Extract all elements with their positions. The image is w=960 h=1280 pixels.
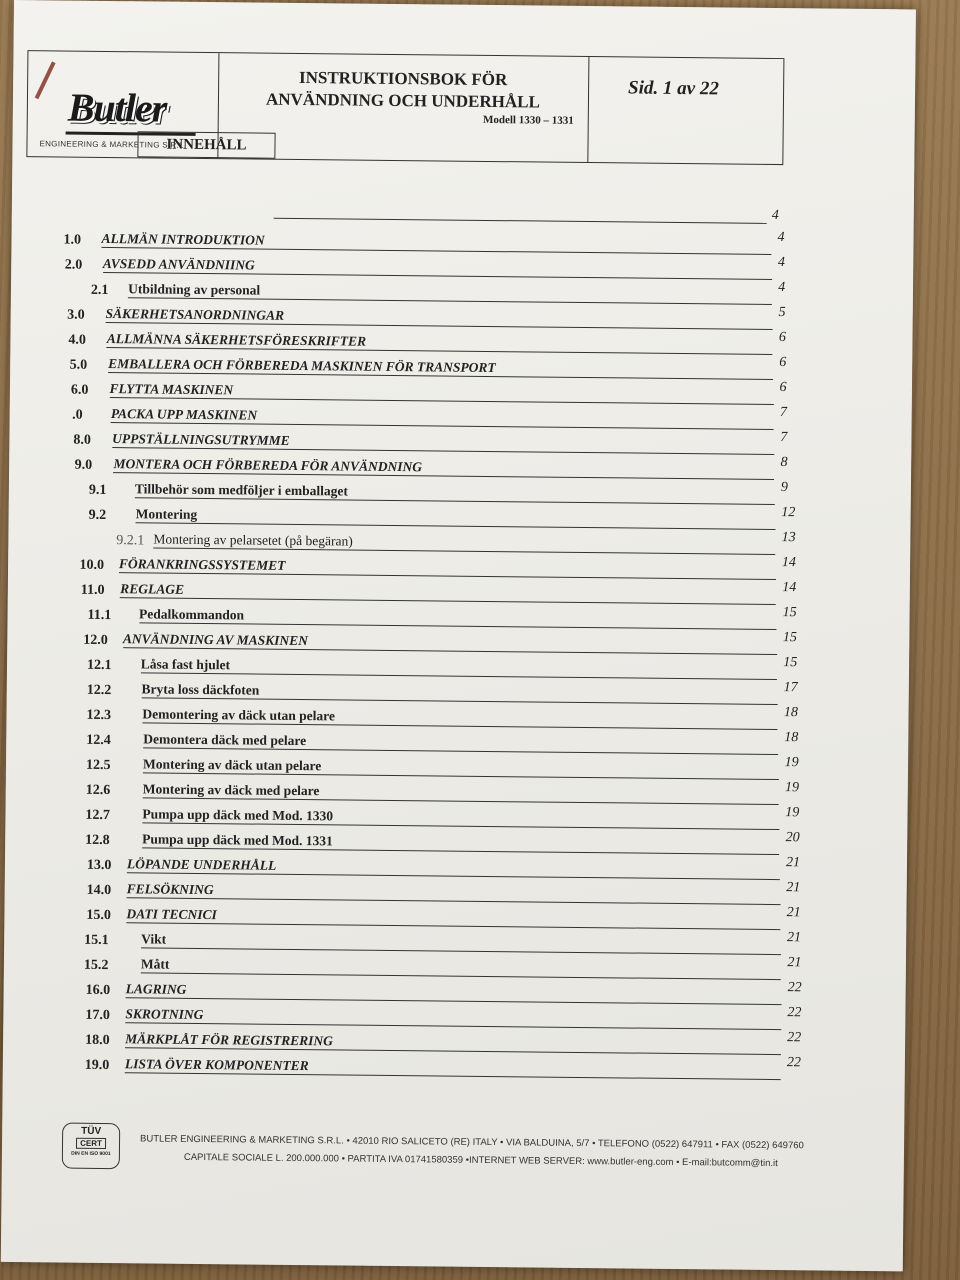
toc-leader-line: [119, 572, 776, 580]
toc-section-title: MONTERA OCH FÖRBEREDA FÖR ANVÄNDNING: [113, 456, 423, 475]
toc-leader-line: [127, 872, 780, 880]
toc-page-number: 21: [787, 955, 802, 971]
toc-page-number: 7: [780, 430, 788, 446]
page-indicator: Sid. 1 av 22: [628, 77, 719, 100]
toc-leader-line: [141, 672, 777, 680]
toc-page-number: 17: [783, 680, 798, 696]
cert-mid: CERT: [76, 1138, 106, 1149]
toc-leader-line: [141, 947, 781, 955]
toc-section-number: 5.0: [69, 357, 88, 373]
toc-section-number: 9.2: [88, 507, 107, 523]
toc-section-title: Pumpa upp däck med Mod. 1330: [142, 806, 334, 824]
toc-page-number: 21: [786, 880, 801, 896]
toc-section-number: 2.1: [90, 282, 109, 299]
toc-section-number: .0: [72, 407, 83, 423]
toc-page-number: 21: [786, 905, 801, 921]
toc-page-number: 19: [785, 805, 800, 821]
toc-page-number: 13: [781, 530, 796, 546]
toc-leader-line: [101, 247, 771, 255]
toc-section-number: 8.0: [73, 432, 91, 448]
toc-leader-line: [135, 497, 775, 505]
toc-section-title: AVSEDD ANVÄNDNIING: [102, 255, 255, 273]
toc-section-title: MÄRKPLÅT FÖR REGISTRERING: [125, 1031, 334, 1049]
toc-section-title: SKROTNING: [125, 1006, 204, 1023]
tuv-cert-logo: [62, 1123, 120, 1170]
toc-leader-line: [105, 322, 772, 330]
toc-page-number: 22: [787, 1005, 802, 1021]
toc-section-number: 3.0: [67, 307, 85, 323]
toc-page-number: 22: [786, 1055, 801, 1071]
toc-section-number: 12.6: [85, 782, 111, 799]
toc-leader-line: [113, 472, 774, 480]
toc-section-title: PACKA UPP MASKINEN: [110, 406, 258, 423]
toc-section-title: Demontera däck med pelare: [143, 731, 307, 749]
toc-leader-line: [125, 1022, 781, 1030]
toc-page-number: 4: [777, 230, 785, 246]
toc-section-title: Utbildning av personal: [128, 281, 261, 298]
toc-section-title: Pedalkommandon: [139, 606, 245, 623]
toc-section-number: 15.1: [84, 932, 109, 949]
toc-section-number: 12.1: [86, 657, 112, 674]
document-page: [1, 0, 916, 1271]
toc-section-title: SÄKERHETSANORDNINGAR: [105, 305, 285, 323]
toc-leader-line: [141, 972, 781, 980]
toc-leader-line: [142, 722, 777, 730]
toc-section-number: 11.0: [80, 582, 105, 598]
toc-leader-line: [143, 797, 779, 805]
toc-section-title: Vikt: [141, 931, 167, 947]
toc-section-title: Pumpa upp däck med Mod. 1331: [142, 831, 333, 849]
brand-logo: Butler: [67, 84, 167, 131]
toc-leader-line: [126, 997, 782, 1005]
toc-section-title: DATI TECNICI: [126, 906, 217, 923]
toc-page-number: 21: [786, 930, 802, 946]
toc-section-title: REGLAGE: [120, 581, 185, 597]
toc-leader-line: [139, 622, 776, 630]
toc-section-number: 11.1: [87, 607, 112, 624]
toc-section-title: Bryta loss däckfoten: [141, 681, 260, 698]
toc-leader-line: [112, 447, 774, 455]
model-number: Modell 1330 – 1331: [482, 113, 574, 127]
toc-section-number: 12.0: [83, 632, 108, 649]
toc-page-number: 19: [784, 780, 800, 796]
toc-page-number: 6: [778, 330, 786, 346]
toc-page-number: 15: [782, 630, 798, 646]
toc-leader-line: [142, 847, 779, 855]
footer-company-info: CAPITALE SOCIALE L. 200.000.000 • PARTITA IVA 01741580359 •INTERNET WEB SERVER: www.butler-eng.com • E-mail:butcomm@tin.it: [183, 1151, 778, 1170]
toc-section-number: 14.0: [86, 882, 112, 899]
toc-page-number: 14: [781, 555, 797, 571]
toc-section-title: Låsa fast hjulet: [140, 656, 231, 673]
toc-section-title: ALLMÄNNA SÄKERHETSFÖRESKRIFTER: [106, 330, 367, 349]
toc-leader-line: [107, 347, 773, 355]
toc-section-title: Montering av däck med pelare: [142, 781, 320, 799]
toc-section-number: 9.2.1: [116, 533, 145, 549]
toc-section-number: 6.0: [70, 382, 89, 398]
toc-section-number: 12.5: [85, 757, 111, 774]
toc-heading: INNEHÅLL: [137, 131, 275, 158]
toc-section-number: 13.0: [86, 857, 112, 874]
toc-section-number: 1.0: [63, 232, 82, 248]
toc-section-title: Montering: [135, 506, 198, 522]
document-title-line2: ANVÄNDNING OCH UNDERHÅLL: [265, 89, 541, 112]
toc-leader-line: [142, 822, 779, 830]
table-of-contents: [1, 0, 914, 1269]
toc-section-title: Montering av pelarsetet (på begäran): [153, 531, 353, 549]
toc-section-title: Tillbehör som medföljer i emballaget: [134, 481, 348, 499]
toc-leader-line: [109, 397, 773, 405]
toc-row: [12, 200, 912, 231]
toc-section-number: 9.0: [74, 457, 93, 473]
toc-section-number: 16.0: [85, 982, 111, 999]
toc-leader-line: [143, 747, 778, 755]
toc-section-number: 19.0: [84, 1057, 110, 1074]
brand-subtitle: ENGINEERING & MARKETING S.R.L.: [39, 139, 187, 150]
toc-leader-line: [125, 1047, 781, 1055]
toc-section-number: 15.0: [86, 907, 111, 924]
toc-section-number: 12.4: [86, 732, 111, 749]
toc-page-number: 22: [787, 1030, 802, 1046]
toc-page-number: 4: [771, 207, 779, 224]
toc-leader-line: [125, 1072, 781, 1080]
toc-page-number: 6: [779, 380, 787, 396]
toc-leader-line: [126, 922, 780, 930]
toc-page-number: 12: [781, 505, 796, 521]
toc-section-title: LAGRING: [125, 981, 187, 997]
toc-page-number: 19: [784, 755, 799, 771]
document-title-line1: INSTRUKTIONSBOK FÖR: [298, 67, 508, 90]
cert-top: TÜV: [81, 1125, 102, 1137]
toc-section-number: 12.7: [85, 807, 111, 824]
toc-page-number: 4: [778, 280, 786, 296]
toc-leader-line: [120, 597, 776, 605]
toc-page-number: 21: [785, 855, 801, 871]
toc-leader-line: [127, 897, 781, 905]
cert-bottom: DIN EN ISO 9001: [71, 1150, 111, 1158]
toc-section-number: 15.2: [83, 957, 109, 974]
toc-section-number: 9.1: [88, 482, 107, 498]
toc-section-title: UPPSTÄLLNINGSUTRYMME: [112, 431, 290, 448]
toc-leader-line: [123, 647, 777, 655]
toc-page-number: 14: [782, 580, 797, 596]
toc-section-number: 2.0: [64, 257, 83, 273]
toc-page-number: 18: [783, 705, 799, 721]
toc-page-number: 8: [780, 455, 788, 471]
toc-section-number: 17.0: [85, 1007, 110, 1024]
toc-page-number: 15: [783, 655, 798, 671]
toc-section-title: LISTA ÖVER KOMPONENTER: [124, 1056, 309, 1074]
toc-page-number: 9: [780, 480, 789, 496]
toc-page-number: 15: [782, 605, 797, 621]
toc-page-number: 22: [787, 980, 802, 996]
toc-section-number: 12.2: [86, 682, 112, 699]
toc-page-number: 7: [779, 405, 787, 421]
toc-page-number: 18: [784, 730, 799, 746]
toc-section-number: 10.0: [79, 557, 105, 573]
toc-section-number: 4.0: [68, 332, 87, 348]
toc-section-number: 12.3: [86, 707, 112, 724]
toc-section-title: Mått: [140, 956, 170, 972]
toc-section-number: 12.8: [85, 832, 110, 849]
toc-leader-line: [103, 272, 772, 280]
toc-section-title: FELSÖKNING: [126, 881, 214, 898]
toc-section-title: ALLMÄN INTRODUKTION: [101, 230, 265, 248]
toc-leader-line: [136, 522, 775, 530]
toc-section-number: 18.0: [85, 1032, 110, 1049]
toc-leader-line: [141, 697, 777, 705]
toc-section-title: FÖRANKRINGSSYSTEMET: [118, 556, 286, 573]
toc-leader-line: [153, 547, 775, 555]
toc-page-number: 4: [777, 255, 785, 271]
toc-section-title: LÖPANDE UNDERHÅLL: [126, 856, 277, 873]
toc-section-title: FLYTTA MASKINEN: [109, 381, 234, 398]
toc-page-number: 6: [779, 355, 787, 371]
toc-section-title: EMBALLERA OCH FÖRBEREDA MASKINEN FÖR TRANSPORT: [108, 356, 496, 376]
toc-leader-line: [128, 297, 772, 305]
toc-section-title: ANVÄNDNING AV MASKINEN: [122, 631, 309, 649]
toc-section-title: Montering av däck utan pelare: [142, 756, 322, 774]
toc-page-number: 20: [785, 830, 800, 846]
toc-leader-line: [143, 772, 779, 780]
document-footer: [62, 1123, 863, 1191]
toc-section-title: Demontering av däck utan pelare: [142, 706, 335, 724]
toc-leader-line: [274, 218, 767, 224]
toc-page-number: 5: [778, 305, 786, 321]
toc-leader-line: [111, 422, 774, 430]
footer-address: BUTLER ENGINEERING & MARKETING S.R.L. • 42010 RIO SALICETO (RE) ITALY • VIA BALDUINA, 5/7 • TELEFONO (0522) 647911 • FAX (0522) 649760: [140, 1133, 804, 1152]
